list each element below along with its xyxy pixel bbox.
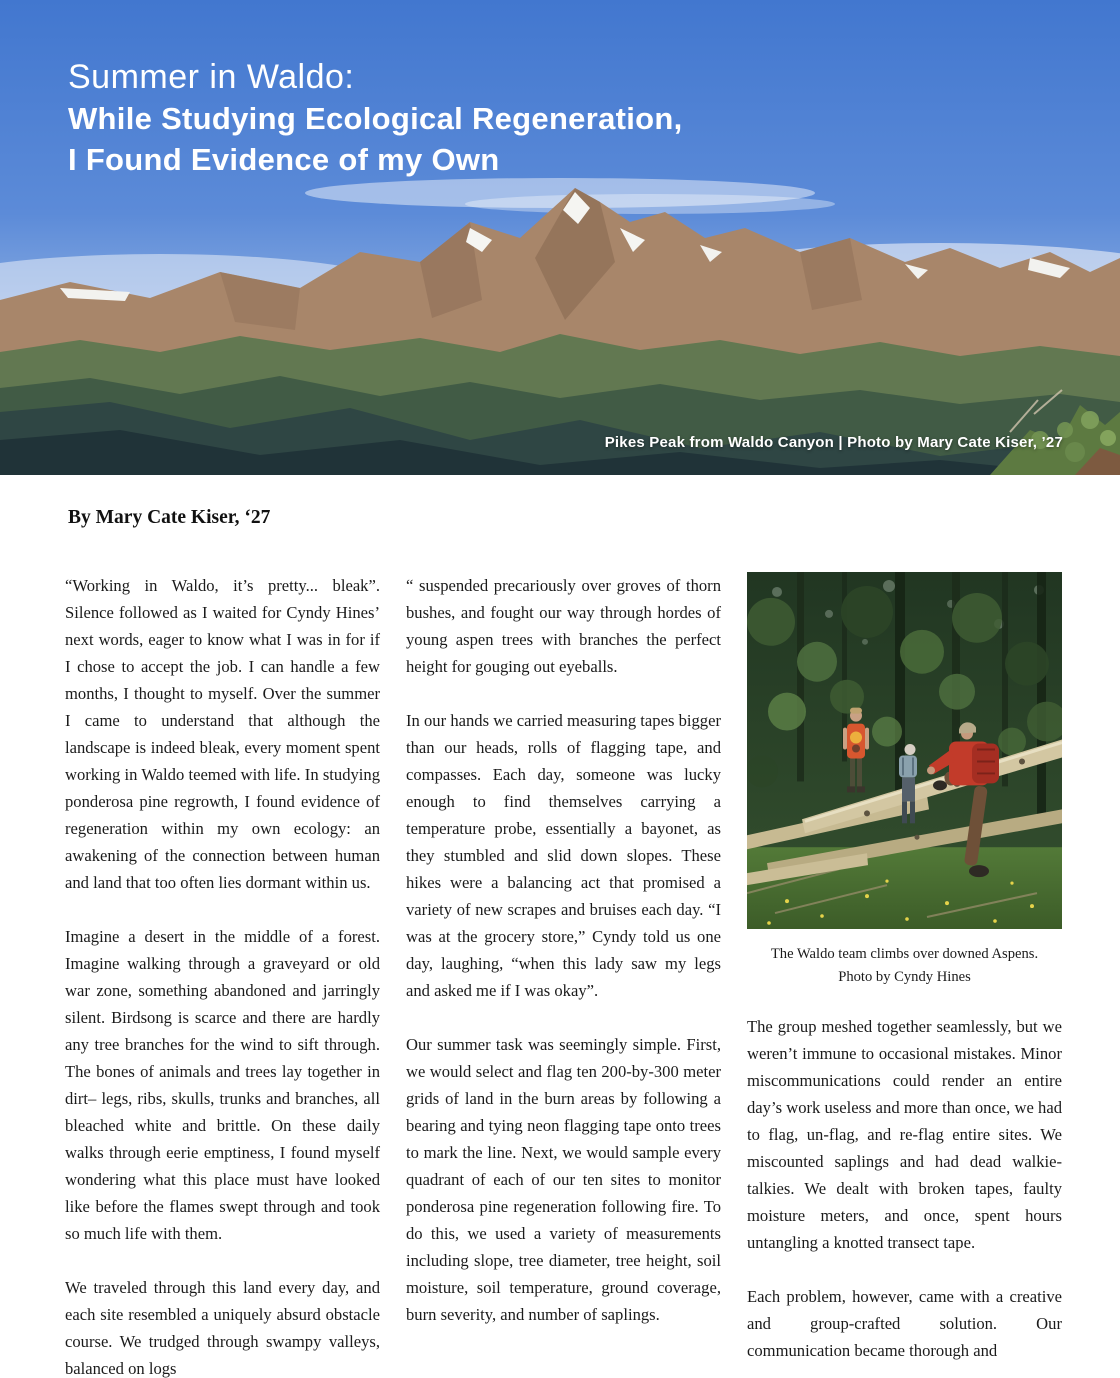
body-paragraph: Our summer task was seemingly simple. First, we would select and flag ten 200-by-300 meter grids of land in the burn areas by following a bearing and tying neon flagging tape onto trees to mark the line. Next, we would sample every quadrant of each of our ten sites to monitor ponderosa pine regeneration following fire. To do this, we used a variety of measurements including slope, tree diameter, tree height, soil moisture, soil temperature, ground coverage, burn severity, and number of saplings. <box>406 1035 721 1324</box>
body-paragraph: The group meshed together seamlessly, but we weren’t immune to occasional mistakes. Minor miscommunications could render an entire day’s work useless and more than once, we had to flag, un-flag, and re-flag entire sites. We miscounted saplings and had dead walkie-talkies. We dealt with broken tapes, faulty moisture meters, and once, spent hours untangling a knotted transect tape. <box>747 1017 1062 1252</box>
hero-section <box>0 0 1120 475</box>
column-3 <box>747 572 1062 1378</box>
body-paragraph: We traveled through this land every day, and each site resembled a uniquely absurd obstacle course. We trudged through swampy valleys, balanced on logs <box>65 1278 380 1378</box>
article-title-line3: I Found Evidence of my Own <box>68 142 500 177</box>
article-body <box>65 572 1063 1378</box>
article-title-kicker: Summer in Waldo: <box>68 58 355 96</box>
figure-caption <box>747 943 1062 989</box>
body-paragraph: “ suspended precariously over groves of thorn bushes, and fought our way through hordes of young aspen trees with branches the perfect height for gouging out eyeballs. <box>406 576 721 676</box>
article-figure <box>747 572 1062 989</box>
figure-caption-line1: The Waldo team climbs over downed Aspens. <box>770 946 1039 962</box>
body-paragraph: In our hands we carried measuring tapes bigger than our heads, rolls of flagging tape, and compasses. Each day, someone was lucky enough to find themselves carrying a temperature probe, essentially a bayonet, as they stumbled and slid down slopes. These hikes were a balancing act that promised a variety of new scrapes and bruises each day. “I was at the grocery store,” Cyndy told us one day, laughing, “when this lady saw my legs and asked me if I was okay”. <box>406 711 721 1000</box>
column-2 <box>406 572 721 1378</box>
column-1 <box>65 572 380 1378</box>
article-title <box>68 56 683 180</box>
body-paragraph: Each problem, however, came with a creative and group-crafted solution. Our communication became thorough and <box>747 1287 1062 1360</box>
article-photo <box>747 572 1062 929</box>
byline: By Mary Cate Kiser, ‘27 <box>68 507 271 528</box>
article-title-line2: While Studying Ecological Regeneration, <box>68 101 683 136</box>
figure-caption-line2: Photo by Cyndy Hines <box>838 969 971 985</box>
hero-photo-caption: Pikes Peak from Waldo Canyon | Photo by Mary Cate Kiser, ’27 <box>604 434 1063 451</box>
body-paragraph: “Working in Waldo, it’s pretty... bleak”. Silence followed as I waited for Cyndy Hines’ next words, eager to know what I was in for if I chose to accept the job. I can handle a few months, I thought to myself. Over the summer I came to understand that although the landscape is indeed bleak, every moment spent working in Waldo teemed with life. In studying ponderosa pine regrowth, I found evidence of regeneration within my own ecology: an awakening of the connection between human and land that too often lies dormant within us. <box>65 576 380 892</box>
body-paragraph: Imagine a desert in the middle of a forest. Imagine walking through a graveyard or old war zone, something abandoned and jarringly silent. Birdsong is scarce and there are hardly any tree branches for the wind to sift through. The bones of animals and trees lay together in dirt– legs, ribs, skulls, trunks and branches, all bleached white and brittle. On these daily walks through eerie emptiness, I found myself wondering what this place must have looked like before the flames swept through and took so much life with them. <box>65 927 380 1243</box>
